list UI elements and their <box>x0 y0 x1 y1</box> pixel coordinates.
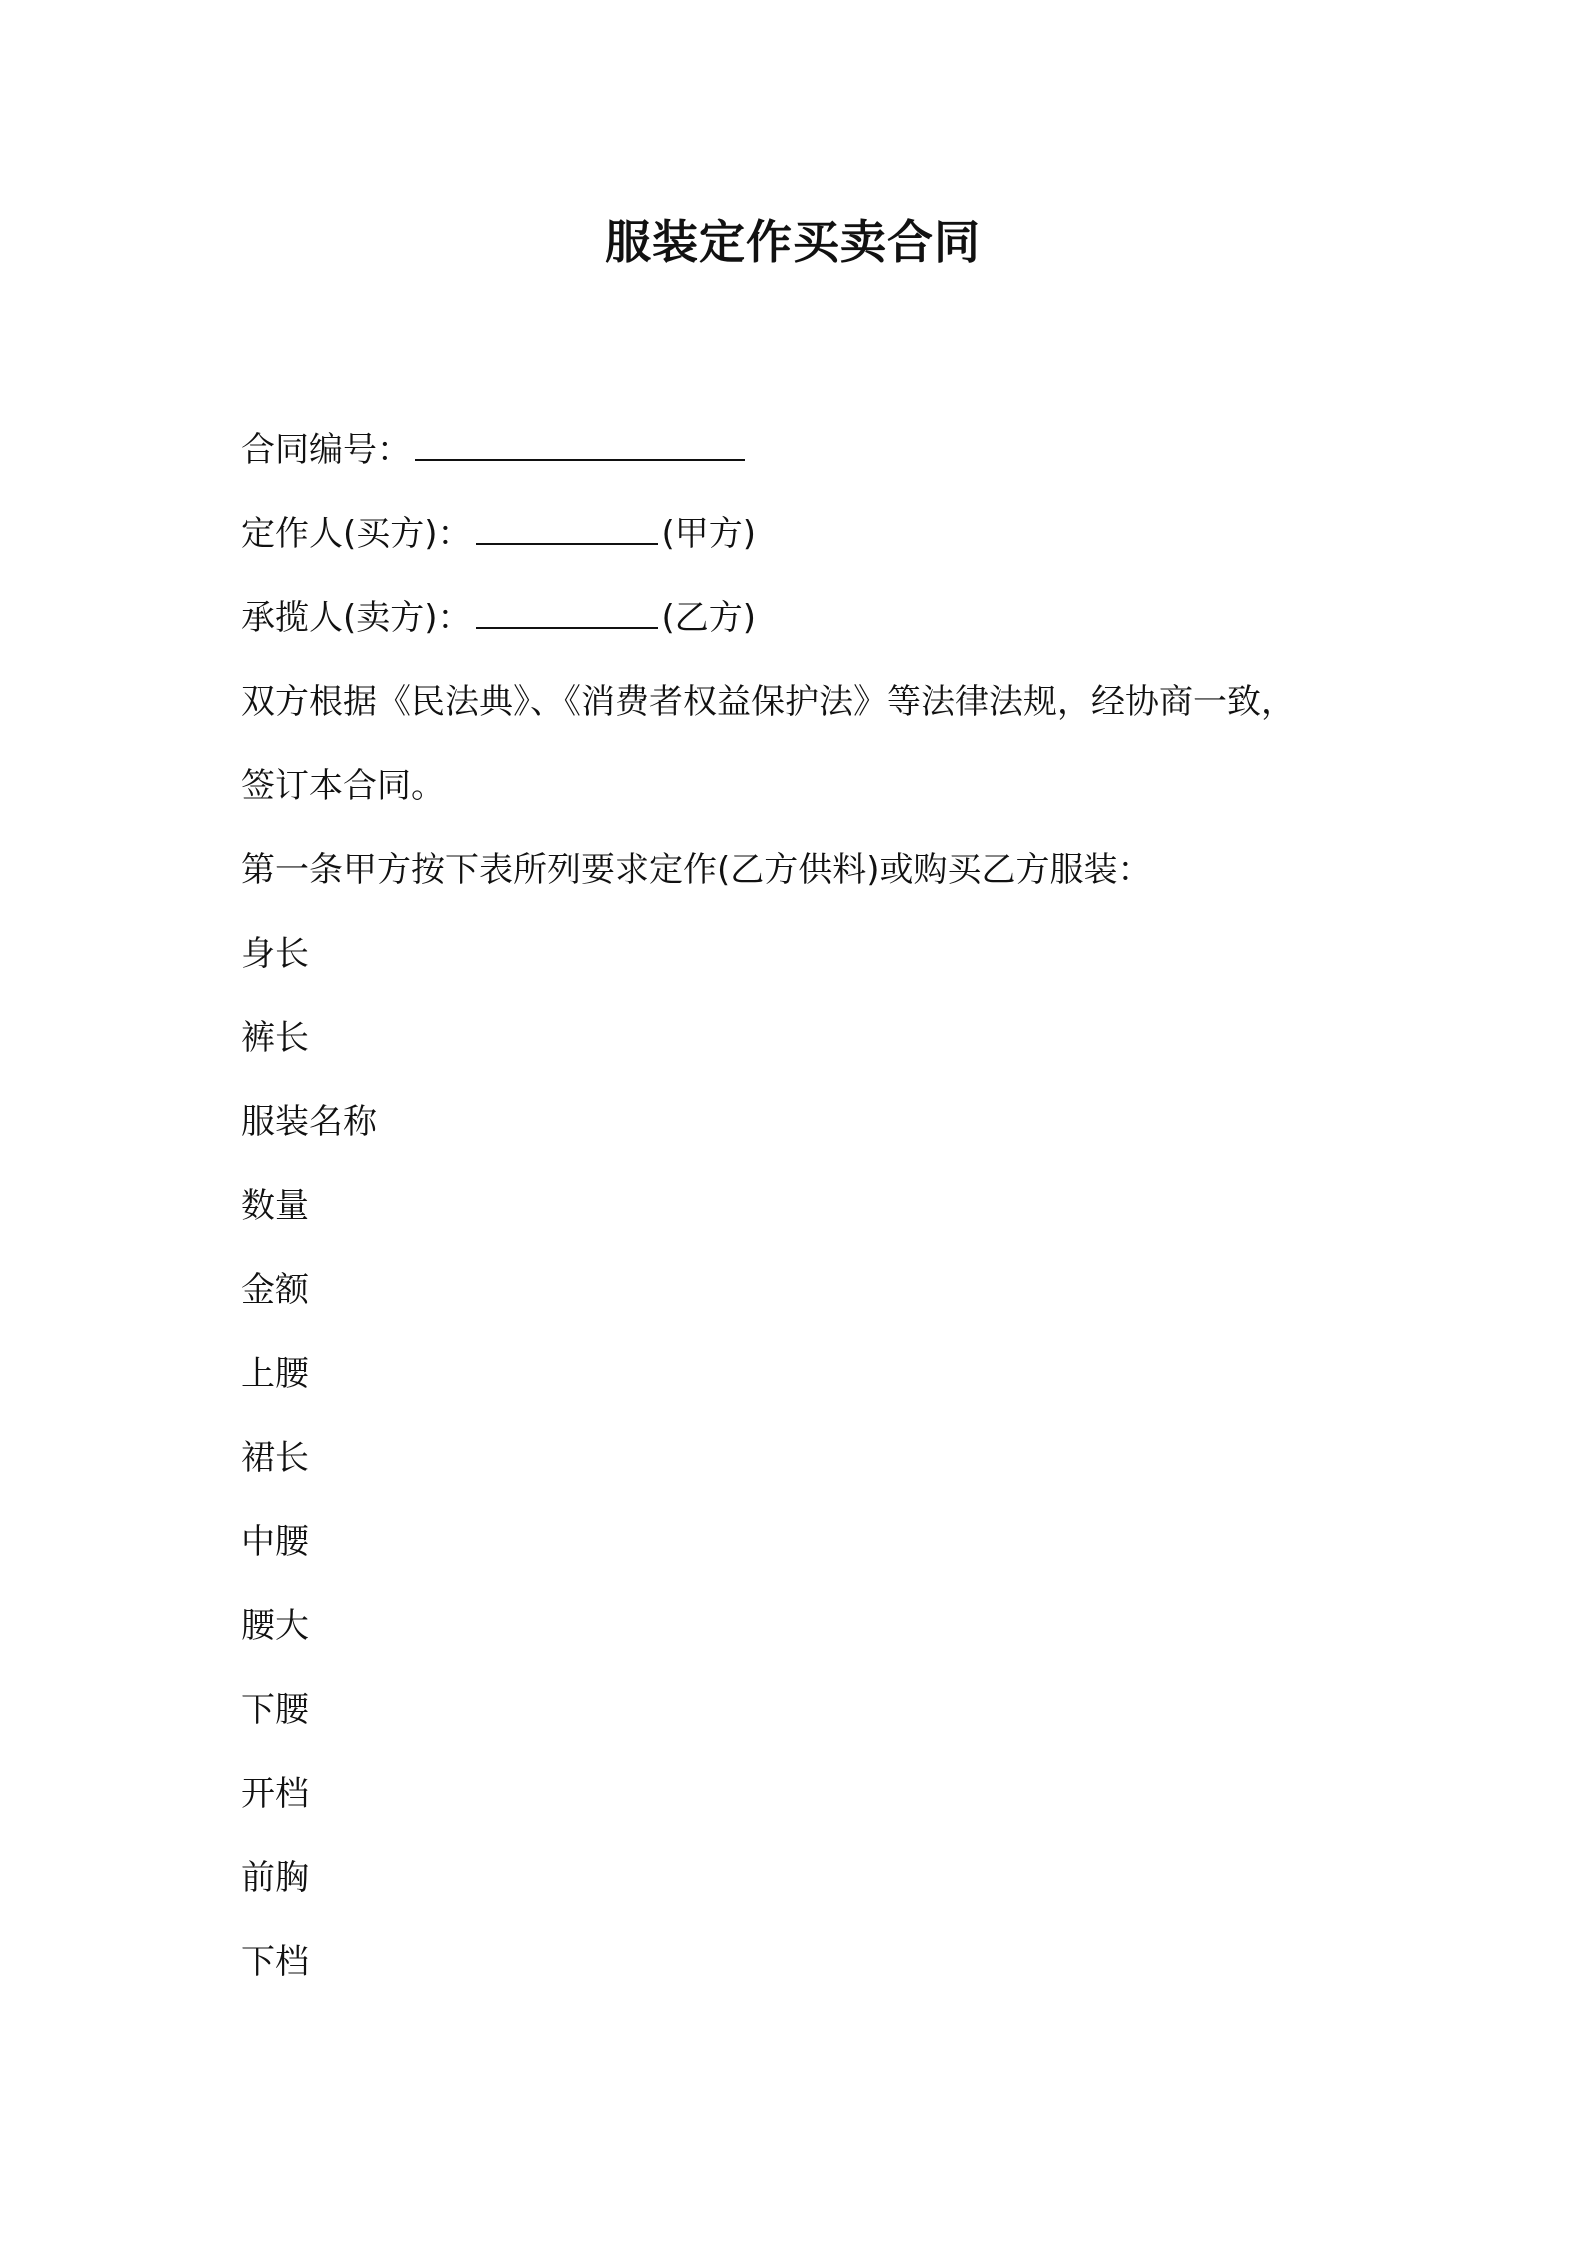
buyer-label: 定作人(买方)： <box>241 514 472 554</box>
list-item: 上腰 <box>241 1354 309 1394</box>
contract-number-line <box>241 408 1361 492</box>
list-item: 金额 <box>241 1270 309 1310</box>
contract-number-label: 合同编号： <box>241 430 411 470</box>
seller-blank <box>476 597 658 629</box>
list-item: 服装名称 <box>241 1102 377 1142</box>
seller-line <box>241 576 1361 660</box>
article-1: 第一条甲方按下表所列要求定作(乙方供料)或购买乙方服装： <box>241 850 1152 890</box>
intro-line-2: 签订本合同。 <box>241 766 445 806</box>
contract-number-blank <box>415 429 745 461</box>
list-item: 身长 <box>241 934 309 974</box>
list-item: 数量 <box>241 1186 309 1226</box>
buyer-suffix: (甲方) <box>661 514 757 554</box>
intro-line-1: 双方根据《民法典》、《消费者权益保护法》等法律法规，经协商一致， <box>241 682 1295 722</box>
list-item: 开档 <box>241 1774 309 1814</box>
buyer-line <box>241 492 1361 576</box>
seller-suffix: (乙方) <box>661 598 757 638</box>
list-item: 中腰 <box>241 1522 309 1562</box>
document-title: 服装定作买卖合同 <box>605 215 981 269</box>
list-item: 下档 <box>241 1942 309 1982</box>
list-item: 裙长 <box>241 1438 309 1478</box>
list-item: 前胸 <box>241 1858 309 1898</box>
list-item: 下腰 <box>241 1690 309 1730</box>
list-item: 腰大 <box>241 1606 309 1646</box>
document-body <box>241 408 1361 2004</box>
seller-label: 承揽人(卖方)： <box>241 598 472 638</box>
buyer-blank <box>476 513 658 545</box>
list-item: 裤长 <box>241 1018 309 1058</box>
